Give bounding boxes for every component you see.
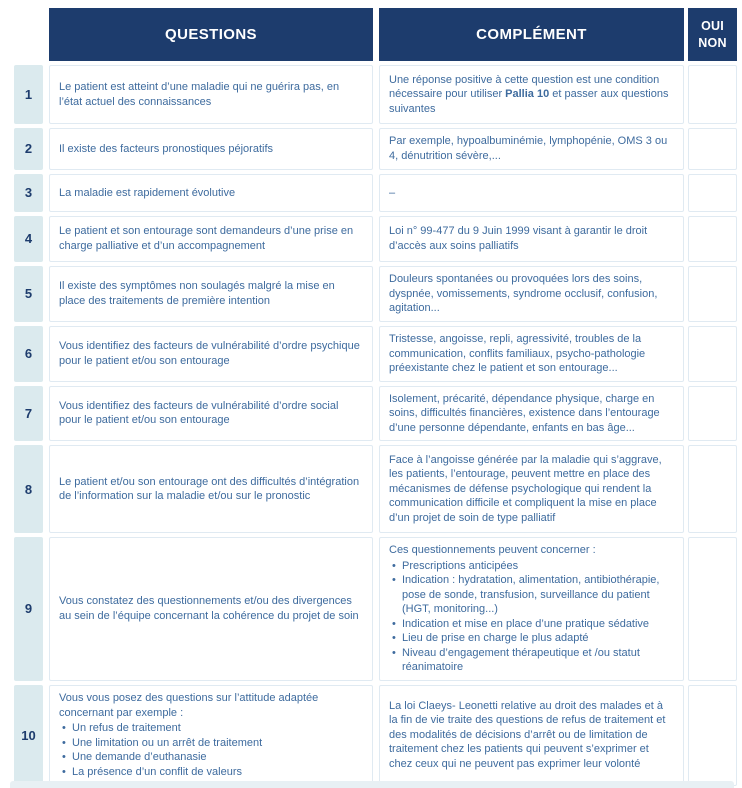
table-row [14,537,742,681]
complement-text: Par exemple, hypoalbuminémie, lymphopénie, OMS 3 ou 4, dénutrition sévère,... [389,135,668,162]
complement-text: Loi n° 99-477 du 9 Juin 1999 visant à garantir le droit d’accès aux soins palliatifs [389,225,648,252]
table-row [14,128,742,170]
question-text: Vous identifiez des facteurs de vulnérabilité d’ordre psychique pour le patient et/ou son entourage [59,340,360,367]
table-row [14,386,742,442]
question-text: Il existe des symptômes non soulagés malgré la mise en place des traitements de première intention [59,280,335,307]
complement-intro: Ces questionnements peuvent concerner : [389,544,596,557]
complement-cell [379,216,684,262]
complement-cell [379,174,684,212]
table-row [14,65,742,124]
bullet-item [59,750,363,765]
row-number-cell: 1 [14,65,43,124]
answer-cell[interactable] [688,685,737,786]
header-spacer [14,8,49,61]
table-row [14,326,742,382]
answer-cell[interactable] [688,65,737,124]
row-number-cell: 5 [14,266,43,322]
answer-cell[interactable] [688,266,737,322]
question-text: Il existe des facteurs pronostiques péjoratifs [59,142,274,155]
question-text: Le patient est atteint d’une maladie qui ne guérira pas, en l’état actuel des connaissances [59,80,340,108]
question-text: La maladie est rapidement évolutive [59,186,236,199]
complement-cell [379,266,684,322]
question-cell [49,386,373,442]
bullet-text: Une demande d’euthanasie [72,751,207,764]
next-section-edge [10,781,734,788]
complement-cell [379,386,684,442]
bullet-text: Indication : hydratation, alimentation, antibiothérapie, pose de sonde, transfusion, surveillance du patient (HGT, monitoring...) [402,574,660,616]
bullet-item [389,631,674,646]
table-row [14,685,742,786]
complement-text: Isolement, précarité, dépendance physique, charge en soins, difficultés financières, existence dans l’entourage d’une personne dépendante, enfants en bas âge... [389,392,660,434]
question-text: Vous constatez des questionnements et/ou des divergences au sein de l’équipe concernant la cohérence du projet de soin [59,595,359,622]
questions-column-header [49,8,373,61]
bullet-item [389,646,674,675]
question-content [59,691,363,779]
questions-header-label: QUESTIONS [165,25,257,43]
question-cell [49,685,373,786]
bullet-text: La présence d’un conflit de valeurs [72,765,242,778]
bullet-item [389,559,674,574]
row-number-cell: 10 [14,685,43,786]
question-cell [49,326,373,382]
complement-text: – [389,186,396,199]
answer-cell[interactable] [688,537,737,681]
bullet-list [59,721,363,779]
complement-header-label: COMPLÉMENT [476,25,587,43]
non-header-label: NON [698,35,727,50]
bullet-text: Indication et mise en place d’une pratique sédative [402,617,650,630]
complement-text: Face à l’angoisse générée par la maladie qui s’aggrave, les patients, l’entourage, peuvent mettre en place des mécanismes de défense psychologique qui rendent la communication difficile et compliquent la mise en place d’un projet de soin de type palliatif [389,453,662,524]
answer-cell[interactable] [688,216,737,262]
bullet-text: Niveau d’engagement thérapeutique et /ou statut réanimatoire [402,646,640,674]
answer-cell[interactable] [688,174,737,212]
complement-cell [379,537,684,681]
row-number-cell: 4 [14,216,43,262]
row-number-cell: 8 [14,445,43,533]
bullet-text: Une limitation ou un arrêt de traitement [72,736,263,749]
bullet-list [389,559,674,675]
complement-content [389,543,674,675]
row-number-cell: 7 [14,386,43,442]
bullet-item [59,721,363,736]
complement-cell [379,445,684,533]
bullet-text: Lieu de prise en charge le plus adapté [402,632,589,645]
question-cell [49,128,373,170]
complement-cell [379,128,684,170]
complement-text: La loi Claeys- Leonetti relative au droit des malades et à la fin de vie traite des questions de refus de traitement et des modalités de décisions d’arrêt ou de limitation de traitement chez les patients qui peuvent s’exprimer et chez ceux qui ne peuvent pas exprimer leur volonté [389,699,666,770]
pallia10-bold-text: Pallia 10 [505,88,550,101]
row-number-cell: 6 [14,326,43,382]
bullet-item [59,736,363,751]
table-header-row [14,8,742,61]
table-row [14,445,742,533]
oui-non-column-header [688,8,737,61]
question-cell [49,65,373,124]
complement-text: Une réponse positive à cette question est une condition nécessaire pour utiliser Pallia 10 et passer aux questions suivantes [389,73,669,115]
bullet-item [389,617,674,632]
question-cell [49,174,373,212]
complement-cell [379,326,684,382]
oui-header-label: OUI [701,19,724,34]
table-row [14,266,742,322]
bullet-text: Prescriptions anticipées [402,559,519,572]
question-cell [49,537,373,681]
bullet-text: Un refus de traitement [72,722,181,735]
complement-text: Tristesse, angoisse, repli, agressivité, troubles de la communication, conflits familiaux, psycho-pathologie préexistante chez le patient et son entourage... [389,333,646,375]
row-number-cell: 3 [14,174,43,212]
complement-text: Douleurs spontanées ou provoquées lors des soins, dyspnée, vomissements, syndrome occlusif, confusion, agitation... [389,273,658,315]
complement-cell [379,65,684,124]
question-text: Le patient et son entourage sont demandeurs d’une prise en charge palliative et d’un accompagnement [59,225,354,252]
row-number-cell: 2 [14,128,43,170]
answer-cell[interactable] [688,386,737,442]
complement-column-header [379,8,684,61]
question-text: Le patient et/ou son entourage ont des difficultés d’intégration de l’information sur la maladie et/ou sur le pronostic [59,475,360,503]
answer-cell[interactable] [688,128,737,170]
bullet-item [59,765,363,780]
bullet-item [389,573,674,617]
question-text: Vous identifiez des facteurs de vulnérabilité d’ordre social pour le patient et/ou son entourage [59,399,339,427]
table-row [14,216,742,262]
question-cell [49,216,373,262]
question-intro: Vous vous posez des questions sur l’attitude adaptée concernant par exemple : [59,692,319,719]
complement-cell [379,685,684,786]
row-number-cell: 9 [14,537,43,681]
answer-cell[interactable] [688,445,737,533]
question-cell [49,266,373,322]
question-cell [49,445,373,533]
table-row [14,174,742,212]
answer-cell[interactable] [688,326,737,382]
